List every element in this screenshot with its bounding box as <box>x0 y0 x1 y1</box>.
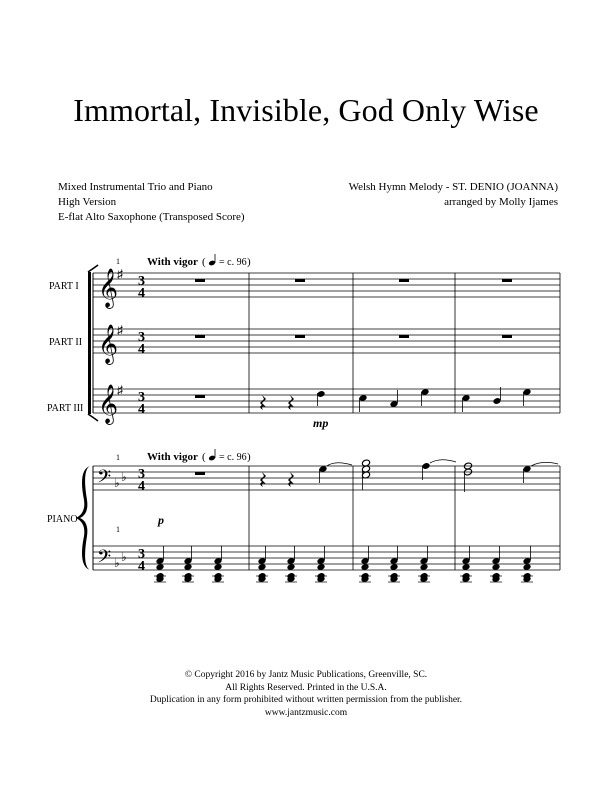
svg-text:3: 3 <box>138 390 145 405</box>
duplication-line: Duplication in any form prohibited without written permission from the publisher. <box>149 695 463 706</box>
tempo-text-piano: With vigor <box>147 451 198 463</box>
copyright-line: © Copyright 2016 by Jantz Music Publications, Greenville, SC. <box>184 670 428 680</box>
part3-notes <box>195 387 532 412</box>
version-line: High Version <box>58 196 117 208</box>
trio-bracket <box>88 272 91 414</box>
svg-text:4: 4 <box>138 479 145 494</box>
tempo-marking-trio: = c. 96 <box>219 257 247 268</box>
staff-part1 <box>49 273 560 297</box>
tempo-paren-close-piano: ) <box>247 451 251 463</box>
lh-chord <box>460 546 472 583</box>
svg-text:♭: ♭ <box>121 550 127 564</box>
svg-text:♭: ♭ <box>114 476 120 490</box>
dynamic-mp: mp <box>313 416 329 430</box>
lh-chord <box>388 546 400 583</box>
part2-label: PART II <box>49 337 83 348</box>
lh-chord <box>154 546 166 583</box>
melody-credit: Welsh Hymn Melody - ST. DENIO (JOANNA) <box>348 181 558 193</box>
lh-chord <box>359 546 371 583</box>
svg-text:3: 3 <box>138 547 145 562</box>
svg-text:4: 4 <box>138 559 145 574</box>
time-signature-trio <box>138 274 145 417</box>
svg-text:3: 3 <box>138 274 145 289</box>
tempo-text-trio: With vigor <box>147 256 198 268</box>
svg-text:𝄞: 𝄞 <box>98 270 119 307</box>
lh-chord <box>521 546 533 583</box>
rights-line: All Rights Reserved. Printed in the U.S.A. <box>225 682 387 693</box>
svg-text:4: 4 <box>138 286 145 301</box>
treble-clef-icon <box>98 269 118 425</box>
tempo-paren-close-trio: ) <box>247 256 251 268</box>
measure-number-piano: 1 <box>116 453 120 462</box>
whole-rests-part1 <box>195 279 512 282</box>
svg-text:𝄢: 𝄢 <box>97 546 112 571</box>
instrumentation-line: Mixed Instrumental Trio and Piano <box>58 181 213 193</box>
page-title: Immortal, Invisible, God Only Wise <box>73 92 539 128</box>
barlines-trio <box>249 273 560 413</box>
bass-clef-icon <box>97 466 111 571</box>
svg-text:♯: ♯ <box>117 267 123 281</box>
svg-text:♭: ♭ <box>114 556 120 570</box>
lh-chord <box>490 546 502 583</box>
svg-text:𝄢: 𝄢 <box>97 466 112 491</box>
time-signature-piano <box>138 467 145 574</box>
dynamic-p: p <box>158 513 164 527</box>
lh-chord <box>315 546 327 583</box>
staff-part3 <box>47 389 560 414</box>
piano-lh-chords <box>154 546 533 583</box>
copyright-footer <box>0 669 612 719</box>
instrument-line: E-flat Alto Saxophone (Transposed Score) <box>58 211 245 223</box>
arranger-credit: arranged by Molly Ijames <box>444 196 558 208</box>
svg-text:4: 4 <box>138 402 145 417</box>
svg-text:3: 3 <box>138 330 145 345</box>
staff-part2 <box>49 329 560 353</box>
lh-chord <box>285 546 297 583</box>
staff-piano-rh <box>93 466 560 490</box>
key-signature-flat-icon <box>114 470 127 570</box>
svg-text:4: 4 <box>138 342 145 357</box>
part3-label: PART III <box>47 403 84 414</box>
tempo-paren-open-trio: ( <box>202 256 206 268</box>
tempo-paren-open-piano: ( <box>202 451 206 463</box>
lh-chord <box>182 546 194 583</box>
svg-text:𝄞: 𝄞 <box>98 326 119 363</box>
measure-number-piano-lh: 1 <box>116 525 120 534</box>
piano-rh-notes <box>195 459 558 492</box>
measure-number-trio: 1 <box>116 257 120 266</box>
lh-chord <box>418 546 430 583</box>
svg-text:♯: ♯ <box>117 383 123 397</box>
website-line: www.jantzmusic.com <box>264 707 348 718</box>
svg-text:𝄞: 𝄞 <box>98 386 119 423</box>
tempo-marking-piano: = c. 96 <box>219 452 247 463</box>
lh-chord <box>256 546 268 583</box>
svg-text:♯: ♯ <box>117 323 123 337</box>
lh-chord <box>212 546 224 583</box>
part1-label: PART I <box>49 281 79 292</box>
svg-text:♭: ♭ <box>121 470 127 484</box>
piano-brace <box>76 466 90 570</box>
svg-text:3: 3 <box>138 467 145 482</box>
piano-label: PIANO <box>47 514 78 525</box>
whole-rests-part2 <box>195 335 512 338</box>
barlines-piano <box>249 466 560 570</box>
